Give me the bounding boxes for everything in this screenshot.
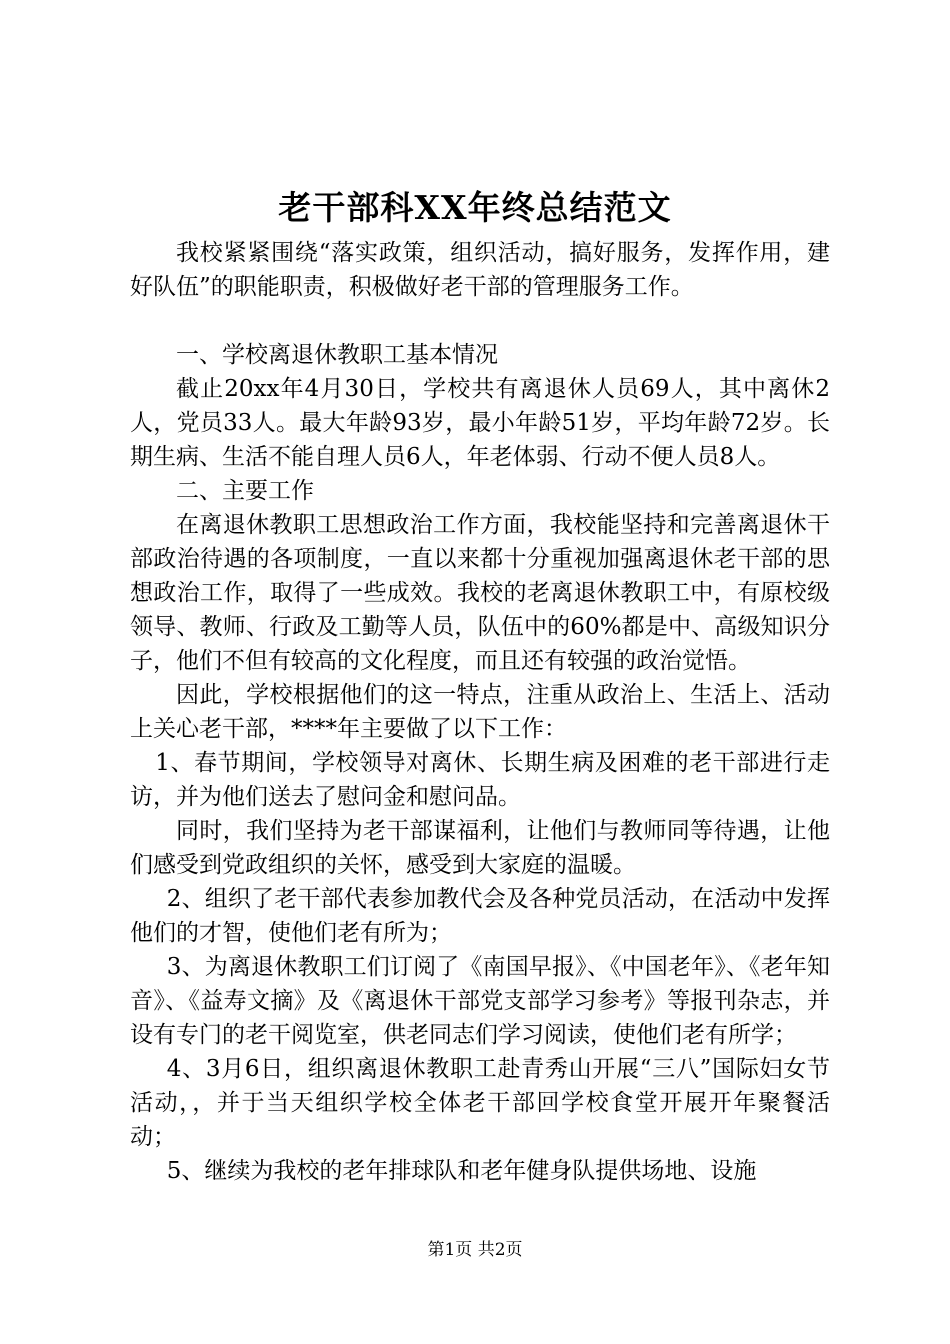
welfare-paragraph: 同时，我们坚持为老干部谋福利，让他们与教师同等待遇，让他们感受到党政组织的关怀，感受到大家庭的温暖。 — [130, 818, 830, 878]
page-footer: 第1页 共2页 — [427, 1240, 523, 1260]
basic-info-paragraph: 截止20xx年4月30日，学校共有离退休人员69人，其中离休2人，党员33人。最大年龄93岁，最小年龄51岁，平均年龄72岁。长期生病、生活不能自理人员6人，年老体弱、行动不便人员8人。 — [130, 376, 830, 470]
work-item-2: 2、组织了老干部代表参加教代会及各种党员活动，在活动中发挥他们的才智，使他们老有所为； — [130, 886, 830, 946]
political-work-paragraph: 在离退休教职工思想政治工作方面，我校能坚持和完善离退休干部政治待遇的各项制度，一直以来都十分重视加强离退休老干部的思想政治工作，取得了一些成效。我校的老离退休教职工中，有原校级领导、教师、行政及工勤等人员，队伍中的60%都是中、高级知识分子，他们不但有较高的文化程度，而且还有较强的政治觉悟。 — [130, 512, 830, 674]
section-heading-main-work: 二、主要工作 — [176, 478, 314, 504]
document-title: 老干部科XX年终总结范文 — [278, 188, 672, 227]
work-item-4: 4、3月6日，组织离退休教职工赴青秀山开展“三八”国际妇女节活动，，并于当天组织学校全体老干部回学校食堂开展开年聚餐活动； — [130, 1056, 830, 1150]
work-summary-paragraph: 因此，学校根据他们的这一特点，注重从政治上、生活上、活动上关心老干部，****年主要做了以下工作： — [130, 682, 830, 742]
intro-paragraph: 我校紧紧围绕“落实政策，组织活动，搞好服务，发挥作用，建好队伍”的职能职责，积极做好老干部的管理服务工作。 — [130, 240, 830, 300]
document-body — [130, 236, 830, 1188]
section-heading-basic-info: 一、学校离退休教职工基本情况 — [176, 342, 498, 368]
work-item-3: 3、为离退休教职工们订阅了《南国早报》、《中国老年》、《老年知音》、《益寿文摘》及《离退休干部党支部学习参考》等报刊杂志，并设有专门的老干阅览室，供老同志们学习阅读，使他们老有所学； — [130, 954, 830, 1048]
work-item-1: 1、春节期间，学校领导对离休、长期生病及困难的老干部进行走访，并为他们送去了慰问金和慰问品。 — [130, 750, 830, 810]
work-item-5: 5、继续为我校的老年排球队和老年健身队提供场地、设施 — [166, 1158, 757, 1184]
